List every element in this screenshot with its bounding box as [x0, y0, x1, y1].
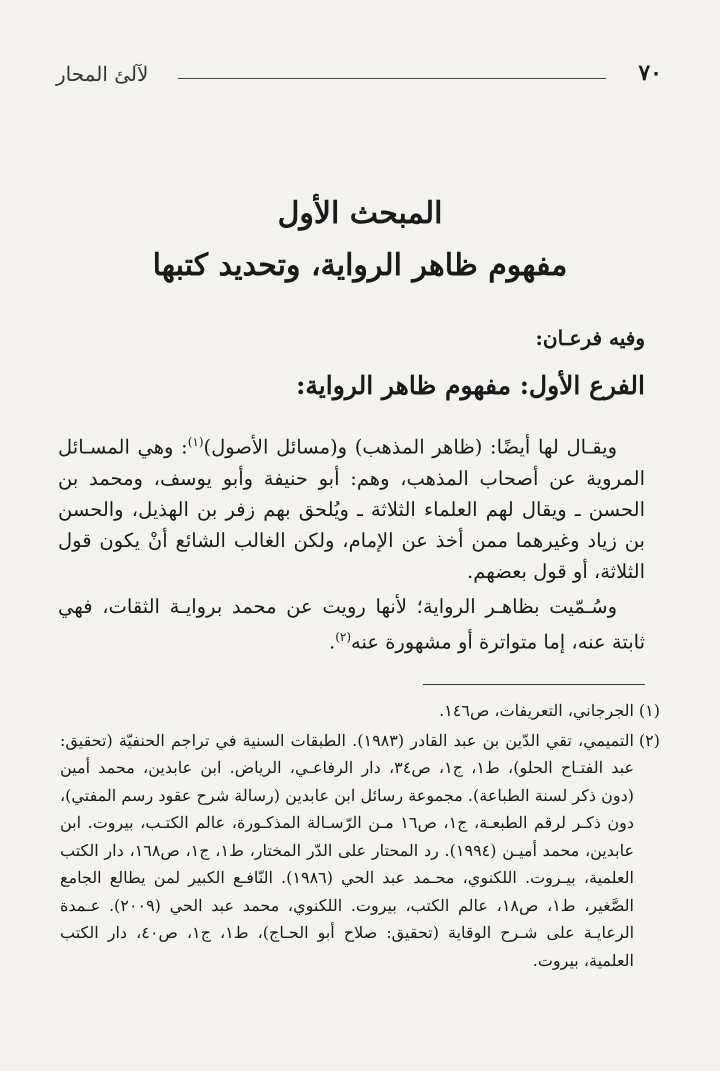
- paragraph-2-end: .: [329, 630, 336, 654]
- paragraph-2-start: وسُـمّيت بظاهـر الرواية؛ لأنها رويت عن محمد بروايـة الثقات، فهي ثابتة عنه، إما متواترة أو مشهورة عنه: [58, 595, 645, 654]
- running-header: [56, 60, 662, 96]
- footnote-text: الجرجاني، التعريفات، ص١٤٦.: [439, 701, 634, 720]
- footnote-number: (٢): [638, 730, 660, 750]
- footnote-ref-2: (٢): [335, 630, 352, 644]
- paragraph-1-rest: : وهي المسـائل المروية عن أصحاب المذهب، وهم: أبو حنيفة وأبو يوسف، ومحمد بن الحسن ـ ويقال لهم العلماء الثلاثة ـ ويُلحق بهم زفر بن الهذيل، والحسن بن زياد وغيرهما ممن أخذ عن الإمام، ولكن الغالب الشائع أنْ يكون قول الثلاثة، أو قول بعضهم.: [58, 435, 645, 583]
- page-number: ٧٠: [638, 60, 662, 86]
- section-heading: المبحث الأول: [277, 196, 443, 231]
- header-rule: [178, 78, 606, 79]
- footnote-separator: [423, 684, 645, 685]
- footnote-ref-1: (١): [187, 435, 204, 449]
- branch-one-heading: الفرع الأول: مفهوم ظاهر الرواية:: [296, 371, 645, 400]
- footnote-text: التميمي، تقي الدّين بن عبد القادر (١٩٨٣). الطبقات السنية في تراجم الحنفيّة (تحقيق: عبد الفتـاح الحلو)، ط١، ج١، ص٣٤، دار الرفاعـي، الرياض. ابن عابدين، محمد أمين (دون ذكر لسنة الطباعة). مجموعة رسائل ابن عابدين (رسالة شرح عقود رسم المفتي)، دون ذكـر لرقم الطبعـة، ج١، ص١٦ مـن الرّسـالة المذكـورة، عالم الكتـب، بيروت. ابن عابدين، محمد أميـن (١٩٩٤). رد المحتار على الدّر المختار، ط١، ج١، ص١٦٨، دار الكتب العلمية، بيـروت. اللكنوي، محـمد عبد الحي (١٩٨٦). النّافـع الكبير لمن يطالع الجامع الصَّغير، ط١، ص١٨، عالم الكتب، بيروت. اللكنوي، محمد عبد الحي (٢٠٠٩). عـمدة الرعايـة على شـرح الوقاية (تحقيق: صلاح أبو الحـاج)، ط١، ج١، ص٤٠، دار الكتب العلمية، بيروت.: [60, 730, 635, 970]
- paragraph-1-start: ويقـال لها أيضًا: (ظاهر المذهب) و(مسائل الأصول): [203, 435, 617, 459]
- footnotes: [60, 697, 660, 974]
- paragraph-2: [58, 591, 645, 658]
- running-title: لآلئ المحار: [56, 62, 149, 86]
- footnote-number: (١): [638, 701, 660, 720]
- footnote-item: [60, 697, 660, 725]
- footnote-item: [60, 727, 660, 975]
- section-title: مفهوم ظاهر الرواية، وتحديد كتبها: [152, 248, 568, 283]
- paragraph-1: [58, 427, 645, 587]
- intro-subheading: وفيه فرعـان:: [535, 326, 645, 350]
